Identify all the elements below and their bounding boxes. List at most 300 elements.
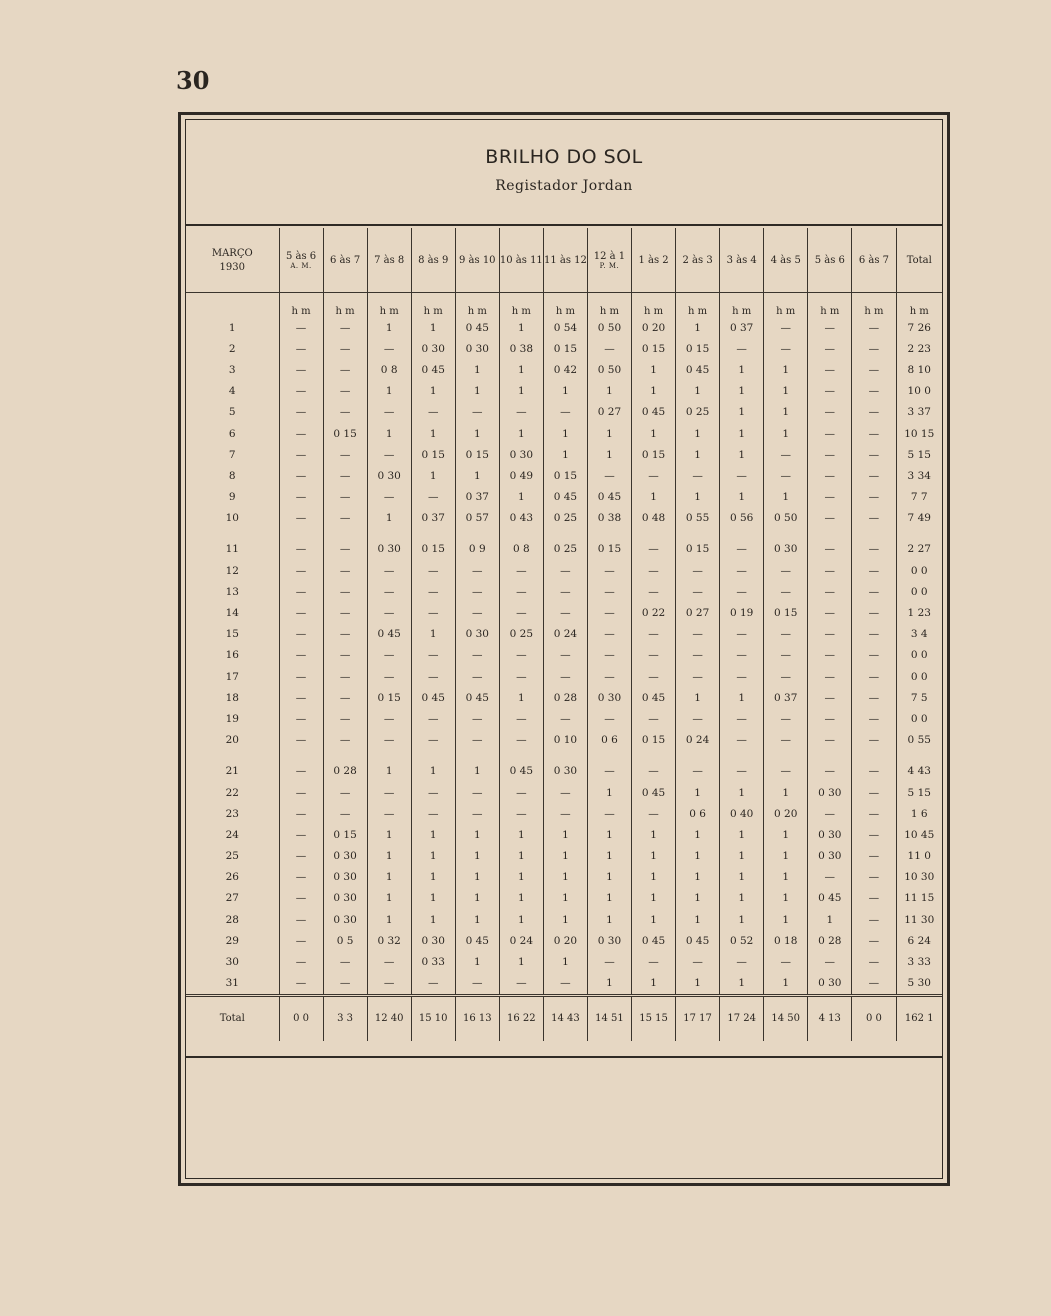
- table-cell: 0 43: [499, 508, 543, 529]
- table-cell: —: [852, 909, 896, 930]
- table-cell: 7 49: [896, 508, 942, 529]
- day-cell: 1: [228, 321, 236, 334]
- unit-label: h m: [279, 293, 323, 318]
- table-cell: 0 30: [543, 751, 587, 782]
- table-cell: 0 30: [323, 867, 367, 888]
- table-cell: 1: [632, 867, 676, 888]
- table-cell: 1 23: [896, 602, 942, 623]
- table-cell: —: [808, 645, 852, 666]
- table-cell: —: [676, 560, 720, 581]
- table-cell: —: [323, 708, 367, 729]
- table-cell: —: [543, 581, 587, 602]
- table-cell: —: [852, 751, 896, 782]
- table-cell: —: [632, 624, 676, 645]
- day-cell: 10: [225, 512, 239, 525]
- table-cell: —: [676, 751, 720, 782]
- day-cell: 14: [225, 607, 239, 620]
- table-cell: —: [587, 560, 631, 581]
- table-cell: —: [323, 529, 367, 560]
- table-cell: 0 25: [543, 529, 587, 560]
- table-cell: 1: [543, 888, 587, 909]
- table-cell: 0 15: [676, 338, 720, 359]
- table-cell: —: [852, 824, 896, 845]
- table-cell: 0 33: [411, 951, 455, 972]
- table-cell: —: [279, 846, 323, 867]
- total-cell: 15 10: [411, 995, 455, 1041]
- table-cell: —: [808, 602, 852, 623]
- table-cell: —: [411, 803, 455, 824]
- table-cell: 1: [676, 444, 720, 465]
- table-cell: —: [720, 465, 764, 486]
- table-frame: [178, 112, 950, 1186]
- table-cell: 0 15: [411, 444, 455, 465]
- table-cell: 7 26: [896, 317, 942, 338]
- table-cell: —: [808, 708, 852, 729]
- table-cell: —: [411, 782, 455, 803]
- table-cell: —: [852, 487, 896, 508]
- table-cell: 0 24: [543, 624, 587, 645]
- table-cell: —: [323, 338, 367, 359]
- unit-label: h m: [632, 293, 676, 318]
- table-cell: 7 7: [896, 487, 942, 508]
- table-cell: —: [455, 581, 499, 602]
- table-cell: —: [543, 973, 587, 996]
- table-cell: 1: [632, 909, 676, 930]
- table-cell: —: [808, 381, 852, 402]
- table-cell: —: [808, 581, 852, 602]
- table-cell: —: [852, 782, 896, 803]
- table-cell: —: [587, 708, 631, 729]
- table-cell: —: [279, 444, 323, 465]
- table-row: [186, 581, 942, 602]
- table-cell: —: [808, 951, 852, 972]
- table-cell: 0 20: [632, 317, 676, 338]
- table-cell: 1: [499, 888, 543, 909]
- table-cell: —: [455, 730, 499, 751]
- table-cell: 1: [367, 381, 411, 402]
- table-cell: 0 45: [632, 402, 676, 423]
- table-cell: —: [632, 751, 676, 782]
- table-cell: —: [367, 730, 411, 751]
- table-cell: —: [411, 973, 455, 996]
- table-cell: 1: [411, 423, 455, 444]
- table-cell: 1: [720, 824, 764, 845]
- table-row: [186, 423, 942, 444]
- table-cell: 1: [455, 359, 499, 380]
- column-header: [543, 228, 587, 293]
- table-cell: 0 8: [367, 359, 411, 380]
- table-subtitle: Registador Jordan: [495, 178, 633, 194]
- unit-label: h m: [455, 293, 499, 318]
- table-row: [186, 602, 942, 623]
- table-cell: —: [499, 803, 543, 824]
- table-row: [186, 687, 942, 708]
- column-header-label: 12 à 1: [593, 250, 626, 262]
- table-cell: —: [808, 666, 852, 687]
- table-cell: 0 28: [323, 751, 367, 782]
- table-cell: —: [279, 508, 323, 529]
- table-cell: 1: [764, 423, 808, 444]
- table-cell: 1: [632, 824, 676, 845]
- table-cell: 1: [720, 402, 764, 423]
- table-cell: 5 30: [896, 973, 942, 996]
- table-row: [186, 909, 942, 930]
- unit-label: h m: [808, 293, 852, 318]
- unit-label: h m: [411, 293, 455, 318]
- column-header: [676, 228, 720, 293]
- table-cell: 1: [543, 824, 587, 845]
- table-cell: 0 0: [896, 666, 942, 687]
- table-cell: 1: [499, 381, 543, 402]
- table-cell: —: [808, 529, 852, 560]
- table-cell: —: [279, 867, 323, 888]
- table-cell: 0 54: [543, 317, 587, 338]
- column-header-label: 5 às 6: [814, 254, 845, 266]
- table-cell: —: [323, 359, 367, 380]
- table-cell: —: [279, 645, 323, 666]
- table-cell: —: [676, 581, 720, 602]
- table-cell: —: [279, 824, 323, 845]
- table-cell: 1: [411, 317, 455, 338]
- table-cell: —: [808, 359, 852, 380]
- table-cell: 0 30: [411, 930, 455, 951]
- table-cell: 0 24: [499, 930, 543, 951]
- table-cell: —: [852, 803, 896, 824]
- table-cell: 0 0: [896, 645, 942, 666]
- column-header: [279, 228, 323, 293]
- table-cell: —: [499, 782, 543, 803]
- table-cell: —: [808, 751, 852, 782]
- table-cell: 0 45: [455, 687, 499, 708]
- total-cell: 15 15: [632, 995, 676, 1041]
- table-cell: —: [323, 487, 367, 508]
- page-number: 30: [176, 66, 210, 95]
- unit-label: h m: [543, 293, 587, 318]
- table-row: [186, 508, 942, 529]
- table-cell: 1: [676, 423, 720, 444]
- table-cell: 0 15: [764, 602, 808, 623]
- table-cell: 1: [455, 909, 499, 930]
- table-cell: 5 15: [896, 782, 942, 803]
- table-cell: —: [587, 751, 631, 782]
- table-cell: 10 30: [896, 867, 942, 888]
- table-cell: —: [279, 423, 323, 444]
- day-cell: 2: [228, 342, 236, 355]
- table-cell: —: [411, 402, 455, 423]
- table-cell: 0 22: [632, 602, 676, 623]
- table-cell: —: [323, 508, 367, 529]
- unit-label: h m: [499, 293, 543, 318]
- table-cell: 0 48: [632, 508, 676, 529]
- table-row: [186, 465, 942, 486]
- table-cell: —: [764, 317, 808, 338]
- table-cell: —: [808, 402, 852, 423]
- table-row: [186, 708, 942, 729]
- unit-label: h m: [764, 293, 808, 318]
- table-cell: 0 45: [499, 751, 543, 782]
- column-header-label: 7 às 8: [374, 254, 405, 266]
- table-cell: —: [808, 423, 852, 444]
- table-cell: 0 30: [587, 930, 631, 951]
- day-cell: 18: [225, 691, 239, 704]
- table-cell: 1: [499, 359, 543, 380]
- table-cell: —: [499, 708, 543, 729]
- table-cell: 1: [411, 846, 455, 867]
- table-cell: 1: [411, 909, 455, 930]
- table-cell: —: [632, 465, 676, 486]
- table-cell: 1: [720, 846, 764, 867]
- table-cell: —: [852, 338, 896, 359]
- table-cell: 1: [632, 423, 676, 444]
- table-cell: 1: [455, 465, 499, 486]
- table-cell: 1: [455, 824, 499, 845]
- table-cell: 1: [543, 909, 587, 930]
- column-header-label: 3 às 4: [726, 254, 757, 266]
- table-cell: 3 37: [896, 402, 942, 423]
- total-label: Total: [186, 995, 279, 1041]
- table-cell: 1: [720, 888, 764, 909]
- table-cell: 0 50: [764, 508, 808, 529]
- table-cell: 0 45: [411, 687, 455, 708]
- day-cell: 11: [225, 543, 239, 556]
- table-cell: 1: [499, 846, 543, 867]
- table-cell: 1: [764, 888, 808, 909]
- table-cell: —: [499, 973, 543, 996]
- table-cell: —: [676, 708, 720, 729]
- table-cell: —: [367, 951, 411, 972]
- table-cell: 10 15: [896, 423, 942, 444]
- table-cell: 11 15: [896, 888, 942, 909]
- daily-rows: [186, 317, 942, 995]
- table-row: [186, 803, 942, 824]
- table-cell: 11 30: [896, 909, 942, 930]
- table-cell: —: [323, 973, 367, 996]
- day-cell: 30: [225, 956, 239, 969]
- table-cell: —: [279, 581, 323, 602]
- table-row: [186, 824, 942, 845]
- table-cell: 1: [676, 487, 720, 508]
- table-cell: 1: [587, 909, 631, 930]
- column-header-label: 8 às 9: [418, 254, 449, 266]
- table-cell: 1: [764, 824, 808, 845]
- table-cell: 1: [455, 381, 499, 402]
- table-cell: 10 45: [896, 824, 942, 845]
- table-cell: —: [543, 560, 587, 581]
- table-cell: 0 37: [764, 687, 808, 708]
- table-cell: —: [367, 560, 411, 581]
- table-cell: 0 30: [455, 338, 499, 359]
- table-cell: 0 30: [411, 338, 455, 359]
- table-row: [186, 381, 942, 402]
- table-cell: 1: [411, 888, 455, 909]
- table-cell: —: [323, 402, 367, 423]
- table-cell: 0 15: [543, 338, 587, 359]
- table-cell: —: [720, 666, 764, 687]
- table-cell: 0 25: [499, 624, 543, 645]
- table-cell: —: [279, 487, 323, 508]
- table-cell: 0 0: [896, 560, 942, 581]
- unit-label: h m: [323, 293, 367, 318]
- table-cell: 1: [676, 909, 720, 930]
- table-cell: —: [279, 666, 323, 687]
- table-cell: —: [323, 624, 367, 645]
- table-cell: 1: [499, 423, 543, 444]
- table-cell: —: [852, 624, 896, 645]
- table-cell: 1: [455, 423, 499, 444]
- table-cell: 8 10: [896, 359, 942, 380]
- table-row: [186, 666, 942, 687]
- column-header-label: 2 às 3: [682, 254, 713, 266]
- table-cell: 4 43: [896, 751, 942, 782]
- table-row: [186, 888, 942, 909]
- table-cell: 1: [764, 782, 808, 803]
- unit-label: h m: [676, 293, 720, 318]
- table-cell: —: [411, 645, 455, 666]
- table-cell: —: [367, 444, 411, 465]
- table-cell: 0 30: [323, 909, 367, 930]
- table-cell: 0 45: [587, 487, 631, 508]
- table-cell: 0 45: [676, 930, 720, 951]
- table-cell: —: [764, 951, 808, 972]
- total-cell: 4 13: [808, 995, 852, 1041]
- table-cell: —: [632, 529, 676, 560]
- table-cell: —: [499, 560, 543, 581]
- table-cell: 0 38: [499, 338, 543, 359]
- table-cell: —: [323, 803, 367, 824]
- table-cell: —: [499, 730, 543, 751]
- day-cell: 31: [225, 977, 239, 990]
- table-cell: —: [720, 581, 764, 602]
- table-cell: —: [323, 666, 367, 687]
- table-cell: 1: [720, 359, 764, 380]
- table-row: [186, 973, 942, 996]
- table-cell: 0 45: [808, 888, 852, 909]
- table-row: [186, 782, 942, 803]
- table-cell: 0 30: [587, 687, 631, 708]
- table-cell: —: [323, 951, 367, 972]
- table-cell: —: [499, 645, 543, 666]
- table-cell: —: [676, 951, 720, 972]
- table-cell: —: [764, 465, 808, 486]
- column-header: [764, 228, 808, 293]
- table-cell: 0 30: [808, 824, 852, 845]
- table-cell: 10 0: [896, 381, 942, 402]
- table-cell: 0 9: [455, 529, 499, 560]
- table-cell: 0 10: [543, 730, 587, 751]
- table-cell: —: [852, 645, 896, 666]
- column-header-label: 9 às 10: [459, 254, 496, 266]
- table-cell: —: [455, 560, 499, 581]
- table-cell: —: [852, 423, 896, 444]
- table-cell: 1: [367, 909, 411, 930]
- table-cell: 1: [587, 824, 631, 845]
- day-cell: 9: [228, 491, 236, 504]
- table-cell: —: [852, 602, 896, 623]
- table-cell: 1: [720, 973, 764, 996]
- table-row: [186, 402, 942, 423]
- table-cell: 1: [676, 317, 720, 338]
- table-cell: —: [587, 581, 631, 602]
- table-cell: —: [279, 888, 323, 909]
- table-cell: 1: [676, 687, 720, 708]
- table-cell: —: [367, 803, 411, 824]
- table-cell: 1: [543, 381, 587, 402]
- table-cell: 1: [367, 423, 411, 444]
- table-cell: 1: [587, 423, 631, 444]
- table-cell: —: [367, 645, 411, 666]
- table-cell: —: [764, 338, 808, 359]
- table-cell: —: [455, 666, 499, 687]
- table-cell: 0 56: [720, 508, 764, 529]
- table-row: [186, 951, 942, 972]
- column-header: [499, 228, 543, 293]
- table-cell: 0 50: [587, 359, 631, 380]
- table-cell: —: [543, 666, 587, 687]
- table-cell: —: [367, 581, 411, 602]
- table-cell: —: [587, 645, 631, 666]
- column-header: [852, 228, 896, 293]
- table-cell: 1: [764, 487, 808, 508]
- table-cell: 0 15: [323, 824, 367, 845]
- table-cell: 1: [676, 846, 720, 867]
- table-cell: —: [455, 708, 499, 729]
- table-cell: —: [367, 666, 411, 687]
- table-cell: 0 30: [764, 529, 808, 560]
- table-cell: 0 30: [808, 973, 852, 996]
- table-cell: 0 15: [543, 465, 587, 486]
- table-heading: [186, 120, 942, 226]
- table-cell: —: [279, 624, 323, 645]
- table-cell: —: [720, 730, 764, 751]
- column-header: [587, 228, 631, 293]
- table-cell: —: [632, 803, 676, 824]
- table-cell: 0 0: [896, 708, 942, 729]
- total-cell: 0 0: [279, 995, 323, 1041]
- table-cell: 1: [367, 508, 411, 529]
- table-cell: 1: [455, 951, 499, 972]
- column-header-label: 11 às 12: [543, 254, 587, 266]
- table-cell: —: [367, 402, 411, 423]
- table-cell: 1: [720, 423, 764, 444]
- table-row: [186, 751, 942, 782]
- blank-notes-area: [186, 1056, 942, 1178]
- table-cell: 1: [720, 487, 764, 508]
- table-cell: 0 45: [632, 782, 676, 803]
- table-cell: —: [323, 782, 367, 803]
- table-cell: 0 45: [632, 930, 676, 951]
- table-cell: —: [720, 560, 764, 581]
- table-row: [186, 645, 942, 666]
- table-cell: —: [367, 708, 411, 729]
- table-cell: 1 6: [896, 803, 942, 824]
- table-cell: —: [367, 602, 411, 623]
- table-cell: —: [587, 951, 631, 972]
- table-cell: —: [279, 402, 323, 423]
- table-cell: 0 37: [411, 508, 455, 529]
- table-cell: —: [455, 973, 499, 996]
- table-cell: —: [411, 708, 455, 729]
- total-cell: 16 22: [499, 995, 543, 1041]
- table-cell: 0 27: [676, 602, 720, 623]
- total-cell: 3 3: [323, 995, 367, 1041]
- table-cell: —: [323, 465, 367, 486]
- table-cell: —: [279, 930, 323, 951]
- table-cell: —: [852, 730, 896, 751]
- table-cell: —: [323, 687, 367, 708]
- table-cell: 6 24: [896, 930, 942, 951]
- day-cell: 19: [225, 712, 239, 725]
- table-cell: 1: [499, 487, 543, 508]
